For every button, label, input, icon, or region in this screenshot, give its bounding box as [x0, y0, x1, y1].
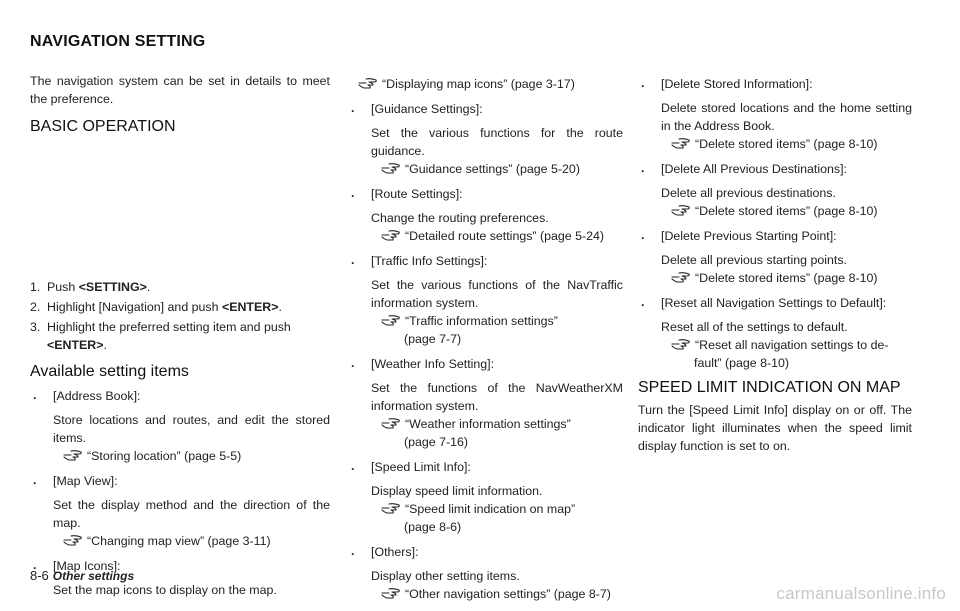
setting-item-description: Store locations and routes, and edit the stored items. — [53, 413, 330, 445]
setting-item — [638, 160, 912, 220]
cross-reference — [661, 336, 912, 354]
basic-operation-heading: BASIC OPERATION — [30, 118, 176, 135]
column-1 — [30, 72, 330, 606]
setting-item — [348, 185, 623, 245]
setting-item — [348, 458, 623, 536]
pointing-hand-icon — [671, 135, 695, 153]
setting-item-description: Set the map icons to display on the map. — [53, 583, 277, 597]
cross-reference-link[interactable]: “Storing location” (page 5-5) — [87, 449, 242, 463]
step-number: 1. — [30, 280, 41, 294]
setting-item — [30, 472, 330, 550]
setting-item-description: Reset all of the settings to default. — [661, 320, 848, 334]
setting-item-title: [Speed Limit Info]: — [371, 460, 471, 474]
cross-reference — [53, 447, 330, 465]
bullet-marker: . — [351, 253, 355, 267]
setting-item-title: [Address Book]: — [53, 389, 141, 403]
cross-reference-link[interactable]: “Speed limit indication on map” — [405, 502, 576, 516]
step-text-post: . — [278, 300, 282, 314]
bullet-marker: . — [351, 101, 355, 115]
cross-reference-link[interactable]: “Weather information settings” — [405, 417, 571, 431]
setting-item-title: [Guidance Settings]: — [371, 102, 483, 116]
bullet-marker: . — [351, 544, 355, 558]
cross-reference — [371, 227, 623, 245]
cross-reference — [348, 75, 623, 93]
step-item — [30, 298, 330, 316]
pointing-hand-icon — [381, 415, 405, 433]
setting-item-title: [Route Settings]: — [371, 187, 463, 201]
setting-item-title: [Traffic Info Settings]: — [371, 254, 488, 268]
cross-reference-link[interactable]: “Guidance settings” (page 5-20) — [405, 162, 580, 176]
setting-item-title: [Weather Info Setting]: — [371, 357, 495, 371]
bullet-marker: . — [641, 161, 645, 175]
intro-paragraph: The navigation system can be set in details to meet the preference. — [30, 74, 330, 106]
setting-item — [638, 75, 912, 153]
step-item — [30, 318, 330, 354]
cross-reference — [371, 312, 623, 330]
setting-item-description: Display other setting items. — [371, 569, 520, 583]
step-number: 2. — [30, 300, 41, 314]
setting-item-description: Set the display method and the direction of the map. — [53, 498, 330, 530]
step-text-pre: Highlight the preferred setting item and push — [47, 320, 291, 334]
cross-reference — [371, 160, 623, 178]
bullet-marker: . — [641, 228, 645, 242]
setting-item — [348, 100, 623, 178]
bullet-marker: . — [351, 356, 355, 370]
cross-reference — [53, 532, 330, 550]
setting-item-title: [Delete All Previous Destinations]: — [661, 162, 847, 176]
page-number: 8-6 — [30, 568, 49, 583]
cross-reference-continued: fault” (page 8-10) — [694, 356, 790, 370]
setting-item-description: Set the various functions for the route guidance. — [371, 126, 623, 158]
setting-item-title: [Reset all Navigation Settings to Default]: — [661, 296, 887, 310]
page-footer — [30, 568, 134, 583]
speed-limit-paragraph: Turn the [Speed Limit Info] display on or off. The indicator light illuminates when the speed limit display function is set to on. — [638, 403, 912, 453]
step-text — [47, 318, 330, 354]
page-title: NAVIGATION SETTING — [30, 33, 206, 50]
bullet-marker: . — [351, 459, 355, 473]
cross-reference — [661, 269, 912, 287]
pointing-hand-icon — [671, 202, 695, 220]
bullet-marker: . — [33, 388, 37, 402]
cross-reference-link[interactable]: “Delete stored items” (page 8-10) — [695, 137, 878, 151]
setting-item — [30, 387, 330, 465]
step-text — [47, 298, 282, 316]
setting-item-title: [Delete Previous Starting Point]: — [661, 229, 837, 243]
bullet-marker: . — [33, 473, 37, 487]
setting-item-title: [Map View]: — [53, 474, 118, 488]
setting-item-description: Delete all previous destinations. — [661, 186, 836, 200]
setting-item — [348, 543, 623, 603]
step-text-post: . — [103, 338, 107, 352]
pointing-hand-icon — [381, 312, 405, 330]
step-text-post: . — [146, 280, 151, 294]
step-number: 3. — [30, 320, 41, 334]
setting-item-description: Delete stored locations and the home setting in the Address Book. — [661, 101, 912, 133]
pointing-hand-icon — [63, 447, 87, 465]
setting-item-description: Set the functions of the NavWeatherXM information system. — [371, 381, 623, 413]
cross-reference-link[interactable]: “Delete stored items” (page 8-10) — [695, 204, 878, 218]
key-label: <ENTER> — [47, 338, 104, 352]
cross-reference-continued: (page 7-16) — [404, 435, 469, 449]
key-label: <SETTING> — [78, 280, 147, 294]
cross-reference — [661, 135, 912, 153]
cross-reference-link[interactable]: “Reset all navigation settings to de- — [695, 338, 889, 352]
steps-list — [30, 278, 330, 354]
setting-item — [638, 294, 912, 372]
step-item — [30, 278, 330, 296]
pointing-hand-icon — [671, 269, 695, 287]
available-items-heading: Available setting items — [30, 363, 189, 380]
pointing-hand-icon — [63, 532, 87, 550]
speed-limit-heading: SPEED LIMIT INDICATION ON MAP — [638, 379, 901, 396]
cross-reference — [371, 415, 623, 433]
setting-item-title: [Others]: — [371, 545, 419, 559]
step-text — [47, 278, 150, 296]
step-text-pre: Highlight [Navigation] and push — [47, 300, 222, 314]
setting-item-description: Change the routing preferences. — [371, 211, 549, 225]
cross-reference-link[interactable]: “Other navigation settings” (page 8-7) — [405, 587, 611, 601]
pointing-hand-icon — [381, 160, 405, 178]
footer-section-title: Other settings — [52, 569, 135, 583]
setting-item-title: [Delete Stored Information]: — [661, 77, 813, 91]
pointing-hand-icon — [381, 585, 405, 603]
setting-item — [348, 252, 623, 348]
bullet-marker: . — [351, 186, 355, 200]
column-2 — [348, 75, 623, 610]
cross-reference — [661, 202, 912, 220]
setting-item — [348, 355, 623, 451]
cross-reference — [371, 585, 623, 603]
cross-reference-link[interactable]: “Displaying map icons” (page 3-17) — [382, 77, 575, 91]
bullet-marker: . — [33, 558, 37, 572]
cross-reference-link[interactable]: “Traffic information settings” — [405, 314, 558, 328]
cross-reference-link[interactable]: “Detailed route settings” (page 5-24) — [405, 229, 605, 243]
setting-item-description: Delete all previous starting points. — [661, 253, 847, 267]
key-label: <ENTER> — [221, 300, 279, 314]
pointing-hand-icon — [381, 500, 405, 518]
cross-reference-link[interactable]: “Changing map view” (page 3-11) — [87, 534, 271, 548]
cross-reference — [371, 500, 623, 518]
watermark: carmanualsonline.info — [776, 584, 946, 603]
column-3 — [638, 75, 912, 455]
bullet-marker: . — [641, 76, 645, 90]
cross-reference-continued: (page 7-7) — [404, 332, 462, 346]
pointing-hand-icon — [671, 336, 695, 354]
setting-item-description: Set the various functions of the NavTraffic information system. — [371, 278, 623, 310]
pointing-hand-icon — [358, 75, 382, 93]
setting-item-title: [Map Icons]: — [53, 559, 121, 573]
setting-item — [638, 227, 912, 287]
bullet-marker: . — [641, 295, 645, 309]
pointing-hand-icon — [381, 227, 405, 245]
setting-item-description: Display speed limit information. — [371, 484, 543, 498]
cross-reference-link[interactable]: “Delete stored items” (page 8-10) — [695, 271, 878, 285]
step-text-pre: Push — [47, 280, 79, 294]
cross-reference-continued: (page 8-6) — [404, 520, 462, 534]
